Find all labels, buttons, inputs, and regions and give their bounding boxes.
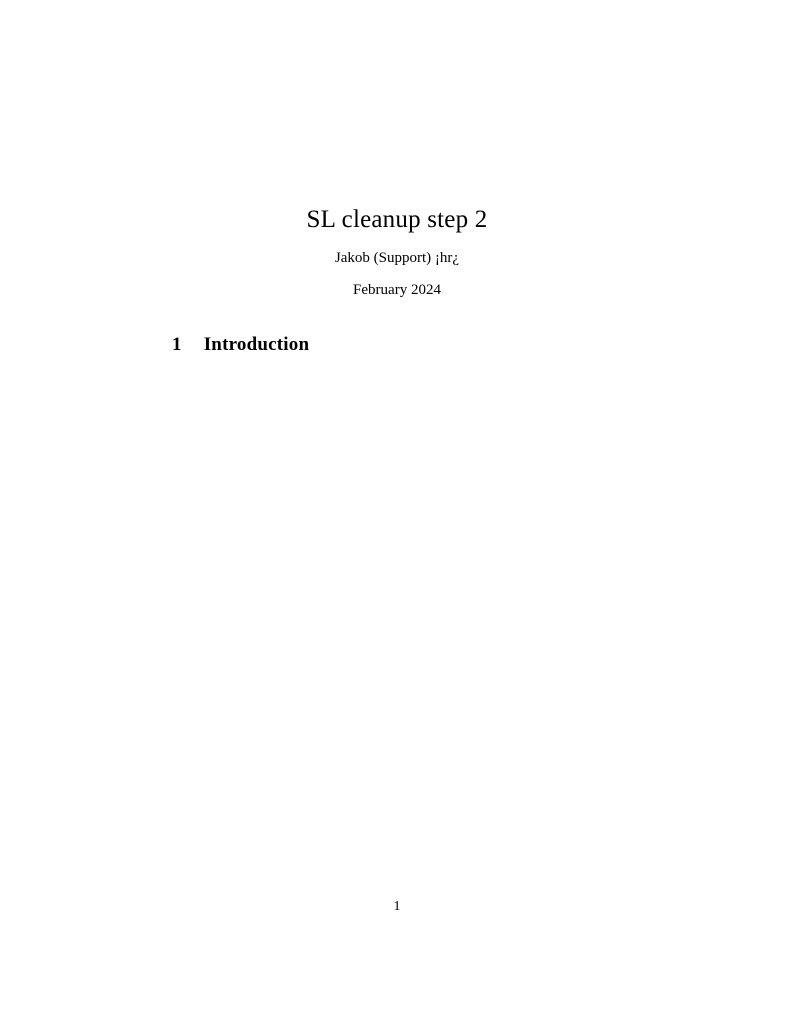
section-title: Introduction	[203, 334, 310, 355]
section-number: 1	[172, 334, 182, 355]
document-date: February 2024	[353, 282, 441, 298]
document-author: Jakob (Support) ¡hr¿	[334, 250, 460, 266]
page-number: 1	[393, 899, 401, 914]
document-title: SL cleanup step 2	[306, 206, 488, 233]
section-heading	[172, 335, 309, 356]
